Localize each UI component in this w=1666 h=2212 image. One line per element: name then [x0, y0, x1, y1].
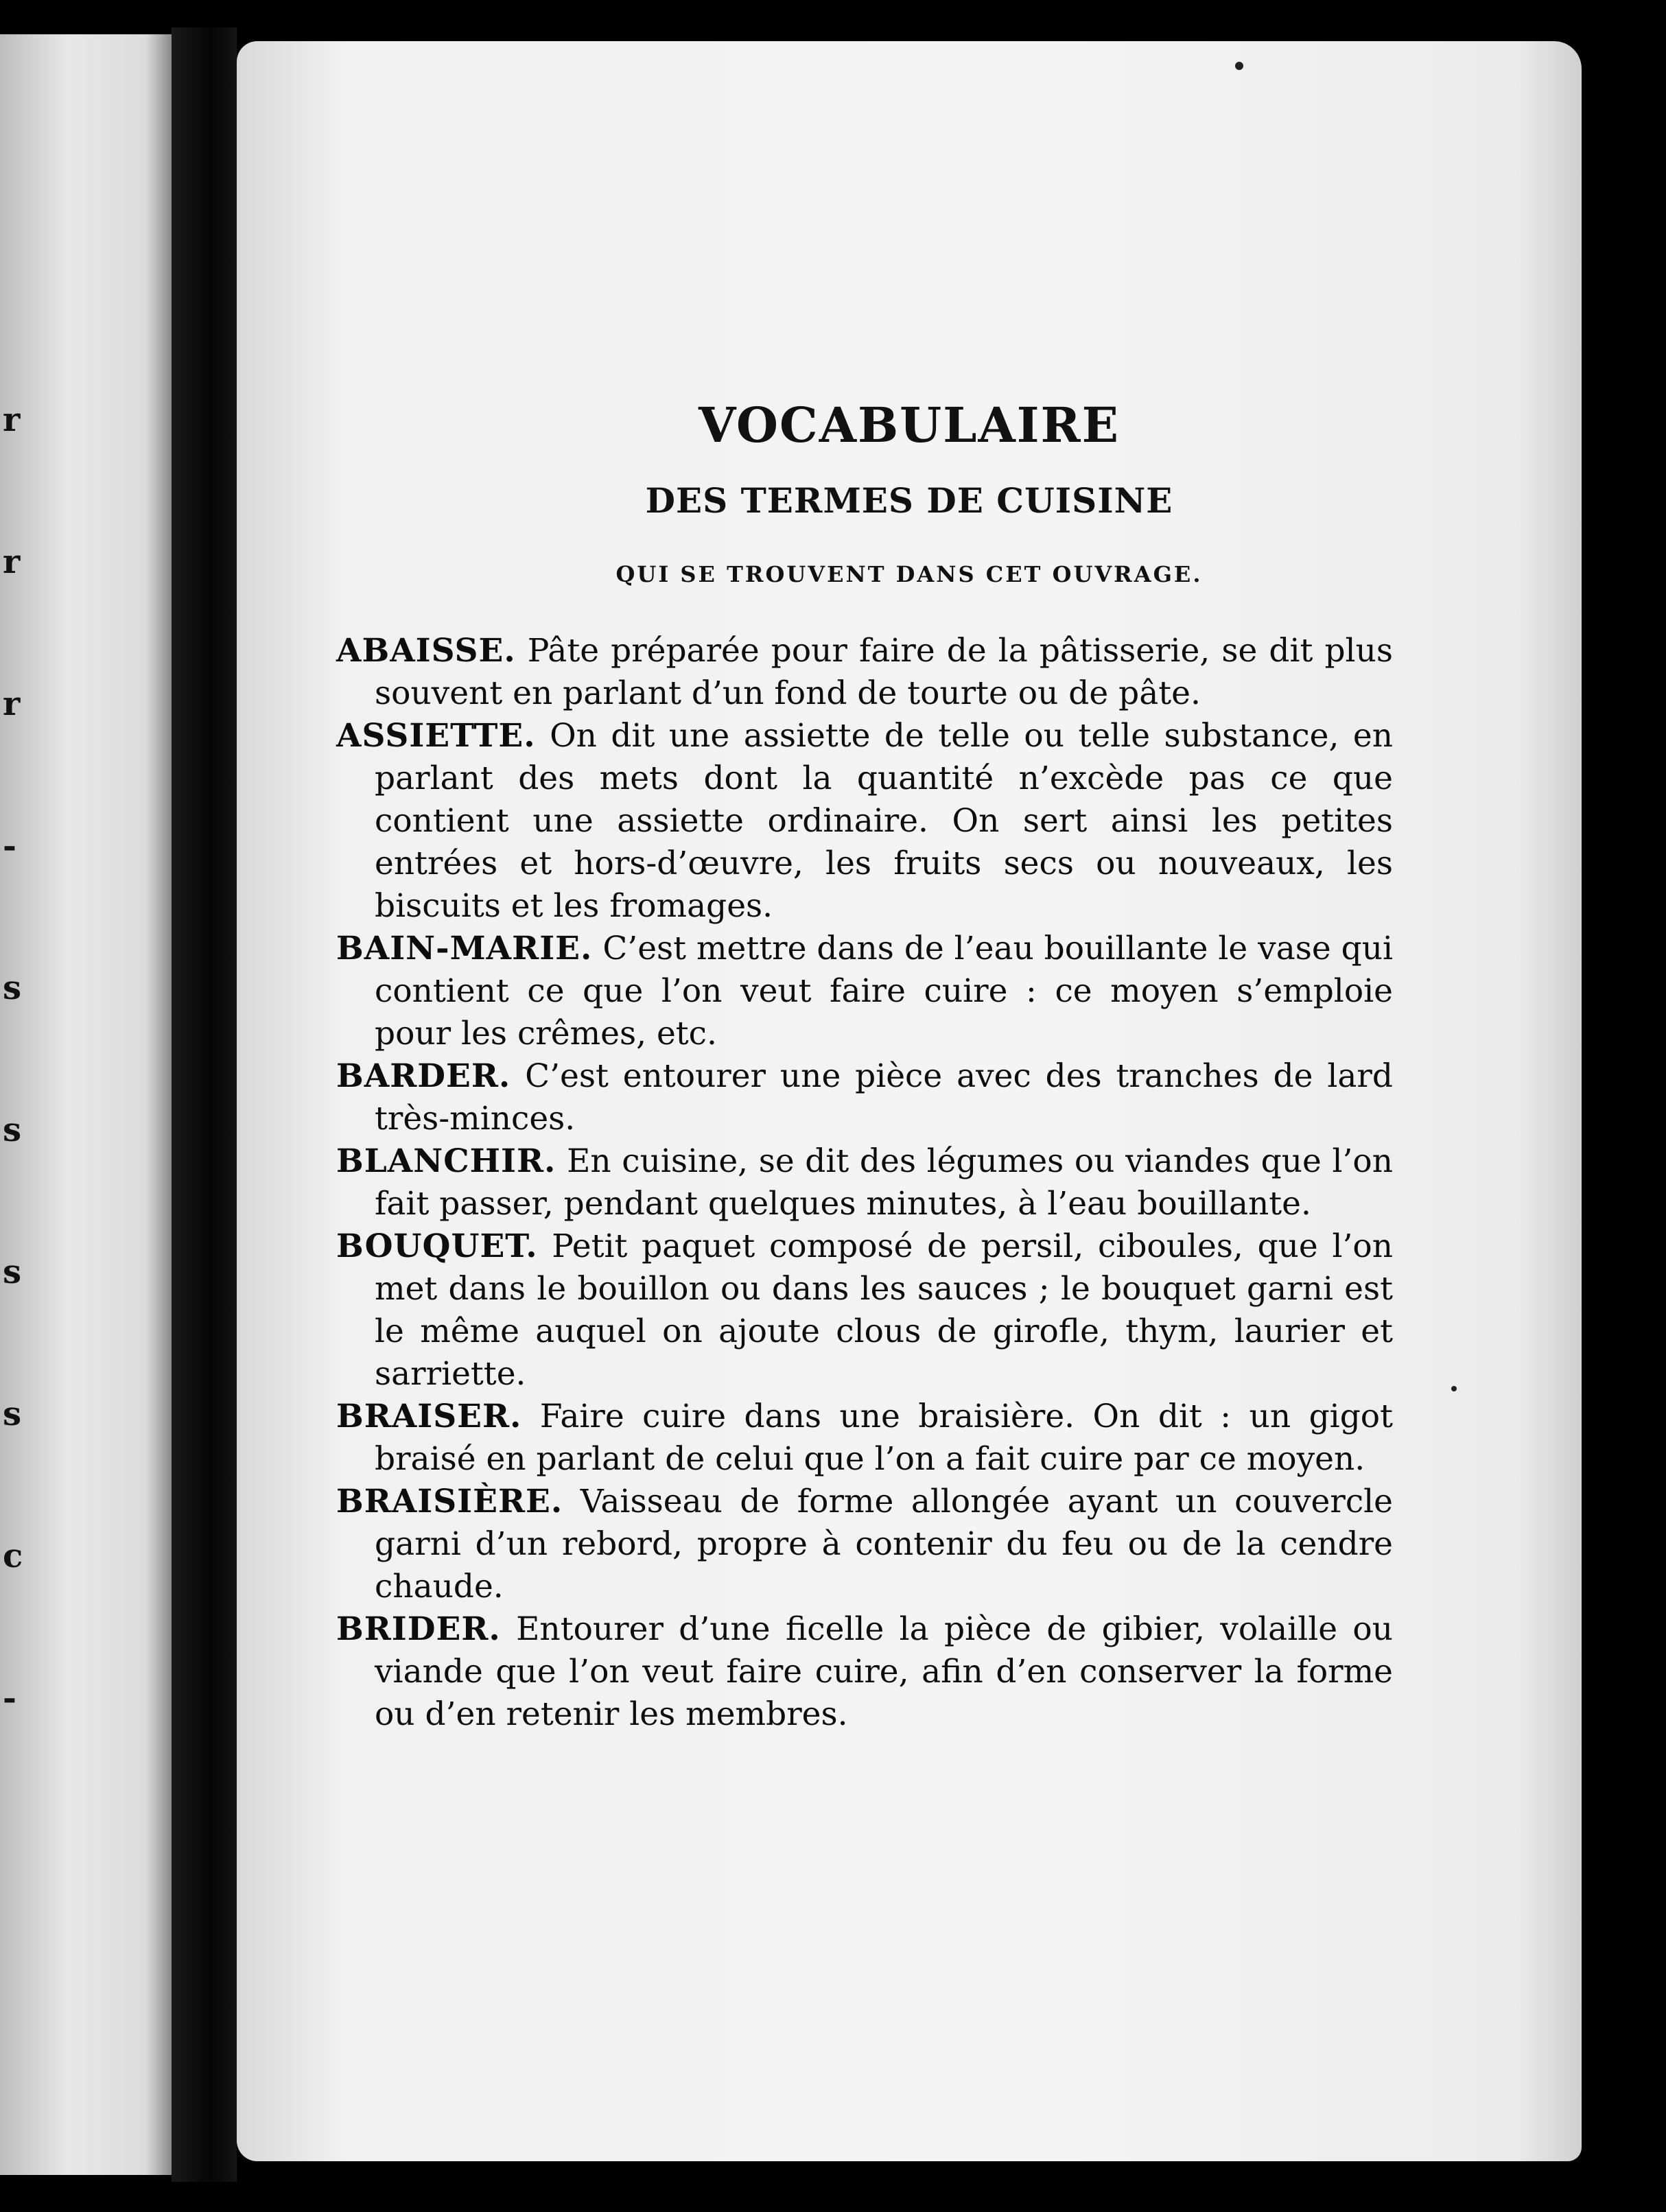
vocabulary-entry: [336, 1140, 1393, 1225]
vocabulary-entry: [336, 1396, 1393, 1481]
fragment: r: [3, 685, 21, 723]
entry-term: ASSIETTE.: [336, 717, 536, 755]
previous-page-text-fragments: [3, 302, 23, 1769]
page-subtitle-secondary: QUI SE TROUVENT DANS CET OUVRAGE.: [615, 561, 1203, 587]
vocabulary-entry: [336, 1608, 1393, 1736]
entry-term: BOUQUET.: [336, 1227, 538, 1265]
page-subtitle: DES TERMES DE CUISINE: [645, 480, 1173, 521]
fragment: -: [3, 827, 16, 865]
entry-definition: Entourer d’une ficelle la pièce de gibier, volaille ou viande que l’on veut faire cuire, afin d’en conserver la forme ou d’en retenir les membres.: [375, 1610, 1393, 1733]
entry-definition: Petit paquet composé de persil, ciboules, que l’on met dans le bouillon ou dans les sauces ; le bouquet garni est le même auquel on ajoute clous de girofle, thym, laurier et sarriette.: [375, 1227, 1393, 1393]
previous-page-edge: [0, 34, 172, 2175]
fragment: s: [3, 1111, 22, 1149]
entry-term: BARDER.: [336, 1057, 511, 1095]
fragment: s: [3, 1253, 22, 1291]
entry-term: BLANCHIR.: [336, 1142, 556, 1180]
book-gutter: [172, 27, 237, 2182]
entry-term: BRAISER.: [336, 1398, 522, 1435]
fragment: c: [3, 1537, 23, 1575]
entry-definition: Vaisseau de forme allongée ayant un couvercle garni d’un rebord, propre à contenir du feu ou de la cendre chaude.: [375, 1483, 1393, 1605]
entry-definition: Faire cuire dans une braisière. On dit : un gigot braisé en parlant de celui que l’on a fait cuire par ce moyen.: [375, 1398, 1393, 1478]
fragment: s: [3, 1395, 22, 1433]
fragment: r: [3, 401, 21, 439]
fragment: s: [3, 969, 22, 1007]
vocabulary-list: [336, 630, 1393, 1736]
entry-definition: C’est entourer une pièce avec des tranches de lard très-minces.: [375, 1057, 1393, 1138]
page-title: VOCABULAIRE: [698, 397, 1121, 454]
vocabulary-entry: [336, 1225, 1393, 1396]
entry-definition: C’est mettre dans de l’eau bouillante le vase qui contient ce que l’on veut faire cuire : ce moyen s’emploie pour les crêmes, etc.: [375, 930, 1393, 1052]
vocabulary-entry: [336, 630, 1393, 715]
entry-term: BRAISIÈRE.: [336, 1483, 563, 1520]
vocabulary-entry: [336, 1055, 1393, 1140]
entry-definition: En cuisine, se dit des légumes ou viandes que l’on fait passer, pendant quelques minutes, à l’eau bouillante.: [375, 1142, 1393, 1223]
dust-speck: [1451, 1386, 1457, 1391]
dust-speck: [1235, 62, 1243, 70]
entry-term: ABAISSE.: [336, 632, 516, 670]
vocabulary-entry: [336, 928, 1393, 1055]
entry-definition: On dit une assiette de telle ou telle substance, en parlant des mets dont la quantité n’excède pas ce que contient une assiette ordinaire. On sert ainsi les petites entrées et hors-d’œuvre, les fruits secs ou nouveaux, les biscuits et les fromages.: [375, 717, 1393, 925]
entry-term: BAIN-MARIE.: [336, 930, 593, 967]
fragment: -: [3, 1679, 16, 1717]
vocabulary-entry: [336, 715, 1393, 928]
vocabulary-entry: [336, 1481, 1393, 1608]
fragment: r: [3, 543, 21, 581]
entry-definition: Pâte préparée pour faire de la pâtisserie, se dit plus souvent en parlant d’un fond de tourte ou de pâte.: [375, 632, 1393, 712]
entry-term: BRIDER.: [336, 1610, 501, 1648]
